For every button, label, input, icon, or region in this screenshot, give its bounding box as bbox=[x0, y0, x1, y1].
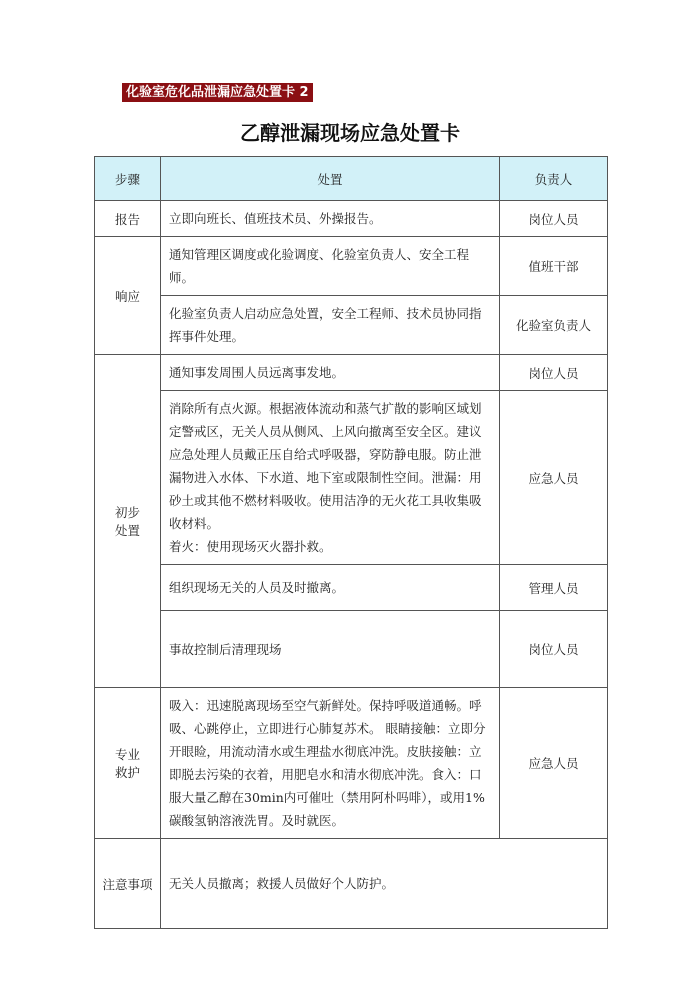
step-response: 响应 bbox=[95, 237, 161, 355]
action-notes: 无关人员撤离；救援人员做好个人防护。 bbox=[161, 839, 608, 929]
table-row-initial-2 bbox=[95, 391, 608, 565]
table-row-response-1 bbox=[95, 237, 608, 296]
action-report: 立即向班长、值班技术员、外操报告。 bbox=[161, 201, 500, 237]
owner-response-2: 化验室负责人 bbox=[500, 296, 608, 355]
action-initial-2-extra: 着火：使用现场灭火器扑救。 bbox=[169, 539, 332, 554]
action-initial-4: 事故控制后清理现场 bbox=[161, 611, 500, 688]
header-row bbox=[95, 157, 608, 201]
action-initial-2 bbox=[161, 391, 500, 565]
table-row-initial-3 bbox=[95, 565, 608, 611]
owner-initial-4: 岗位人员 bbox=[500, 611, 608, 688]
owner-initial-2: 应急人员 bbox=[500, 391, 608, 565]
owner-rescue: 应急人员 bbox=[500, 688, 608, 839]
owner-initial-1: 岗位人员 bbox=[500, 355, 608, 391]
step-rescue-line1: 专业 bbox=[114, 747, 140, 762]
header-action: 处置 bbox=[161, 157, 500, 201]
emergency-procedure-table bbox=[94, 156, 608, 929]
header-owner: 负责人 bbox=[500, 157, 608, 201]
step-report: 报告 bbox=[95, 201, 161, 237]
step-rescue-line2: 救护 bbox=[114, 765, 140, 780]
table-row-rescue bbox=[95, 688, 608, 839]
action-response-2: 化验室负责人启动应急处置，安全工程师、技术员协同指挥事件处理。 bbox=[161, 296, 500, 355]
table-row-initial-4 bbox=[95, 611, 608, 688]
action-response-1: 通知管理区调度或化验调度、化验室负责人、安全工程师。 bbox=[161, 237, 500, 296]
owner-initial-3: 管理人员 bbox=[500, 565, 608, 611]
table-row-response-2 bbox=[95, 296, 608, 355]
page-title: 乙醇泄漏现场应急处置卡 bbox=[240, 121, 460, 145]
action-initial-1: 通知事发周围人员远离事发地。 bbox=[161, 355, 500, 391]
action-initial-2-text: 消除所有点火源。根据液体流动和蒸气扩散的影响区域划定警戒区，无关人员从侧风、上风向撤离至安全区。建议应急处理人员戴正压自给式呼吸器，穿防静电服。防止泄漏物进入水体、下水道、地下室或限制性空间。泄漏：用砂土或其他不燃材料吸收。使用洁净的无火花工具收集吸收材料。 bbox=[169, 401, 482, 531]
table-row-initial-1 bbox=[95, 355, 608, 391]
owner-report: 岗位人员 bbox=[500, 201, 608, 237]
step-notes: 注意事项 bbox=[95, 839, 161, 929]
action-rescue: 吸入：迅速脱离现场至空气新鲜处。保持呼吸道通畅。呼吸、心跳停止，立即进行心肺复苏术。 眼睛接触：立即分开眼睑，用流动清水或生理盐水彻底冲洗。皮肤接触：立即脱去污染的衣着，用肥皂水和清水彻底冲洗。食入：口服大量乙醇在30min内可催吐（禁用阿朴吗啡），或用1%碳酸氢钠溶液洗胃。及时就医。 bbox=[161, 688, 500, 839]
action-initial-3: 组织现场无关的人员及时撤离。 bbox=[161, 565, 500, 611]
step-rescue bbox=[95, 688, 161, 839]
table-row-notes bbox=[95, 839, 608, 929]
step-initial bbox=[95, 355, 161, 688]
header-step: 步骤 bbox=[95, 157, 161, 201]
step-initial-line1: 初步 bbox=[114, 505, 140, 520]
owner-response-1: 值班干部 bbox=[500, 237, 608, 296]
table-row-report bbox=[95, 201, 608, 237]
document-tag: 化验室危化品泄漏应急处置卡 2 bbox=[122, 83, 313, 102]
step-initial-line2: 处置 bbox=[114, 523, 140, 538]
